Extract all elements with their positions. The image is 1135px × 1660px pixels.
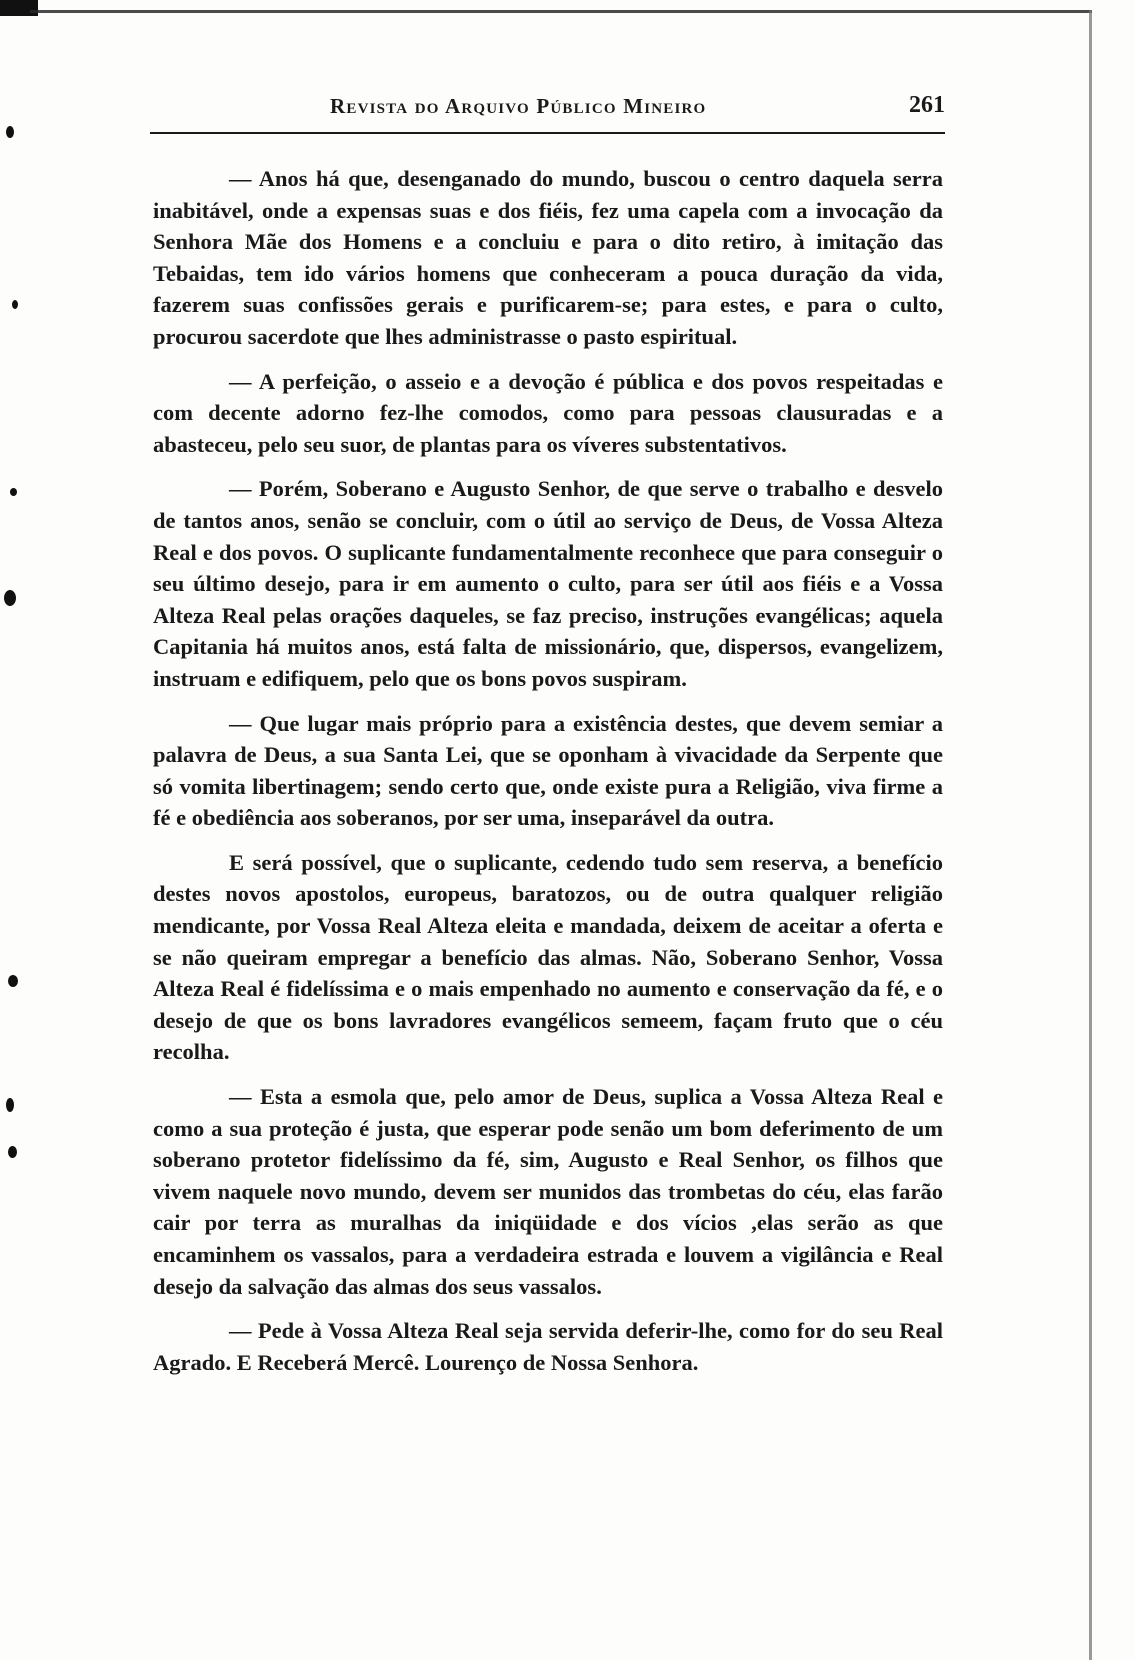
page-number: 261 — [909, 92, 945, 118]
running-title: Revista do Arquivo Público Mineiro — [330, 94, 707, 118]
paragraph: — A perfeição, o asseio e a devoção é pública e dos povos respeitadas e com decente adorno fez-lhe comodos, como para pessoas clausuradas e a abasteceu, pelo seu suor, de plantas para os víveres substentativos. — [153, 368, 943, 457]
paragraph: — Esta a esmola que, pelo amor de Deus, suplica a Vossa Alteza Real e como a sua proteção é justa, que esperar pode senão um bom deferimento de um soberano protetor fidelíssimo da fé, sim, Augusto e Real Senhor, os filhos que vivem naquele novo mundo, devem ser munidos das trombetas do céu, elas farão cair por terra as muralhas da iniqüidade e dos vícios ,elas serão as que encaminhem os vassalos, para a verdadeira estrada e louvem a vigilância e Real desejo da salvação das almas dos seus vassalos. — [153, 1084, 943, 1299]
scan-speck — [8, 1146, 17, 1158]
scan-right-edge — [1089, 10, 1092, 1660]
paragraph: — Anos há que, desenganado do mundo, buscou o centro daquela serra inabitável, onde a expensas suas e dos fiéis, fez uma capela com a invocação da Senhora Mãe dos Homens e a concluiu e para o dito retiro, à imitação das Tebaidas, tem ido vários homens que conheceram a pouca duração da vida, fazerem suas confissões gerais e purificarem-se; para estes, e para o culto, procurou sacerdote que lhes administrasse o pasto espiritual. — [153, 166, 943, 349]
paragraph: — Que lugar mais próprio para a existência destes, que devem semiar a palavra de Deus, a sua Santa Lei, que se oponham à vivacidade da Serpente que só vomita libertinagem; sendo certo que, onde existe pura a Religião, viva firme a fé e obediência aos soberanos, por ser uma, inseparável da outra. — [153, 710, 943, 831]
scan-speck — [8, 975, 18, 987]
scan-speck — [6, 126, 14, 138]
scan-top-edge — [30, 10, 1092, 13]
paragraph: — Pede à Vossa Alteza Real seja servida deferir-lhe, como for do seu Real Agrado. E Receberá Mercê. Lourenço de Nossa Senhora. — [153, 1318, 943, 1375]
scan-speck — [4, 590, 16, 606]
page-header — [150, 94, 945, 128]
scan-corner-mark — [0, 0, 38, 16]
scan-speck — [10, 488, 17, 496]
scan-speck — [12, 300, 18, 309]
body-text — [153, 163, 943, 1391]
paragraph: E será possível, que o suplicante, cedendo tudo sem reserva, a benefício destes novos apostolos, europeus, baratozos, ou de outra qualquer religião mendicante, por Vossa Real Alteza eleita e mandada, deixem de aceitar a oferta e se não queiram empregar a benefício das almas. Não, Soberano Senhor, Vossa Alteza Real é fidelíssima e o mais empenhado no aumento e conservação da fé, e o desejo de que os bons lavradores evangélicos semeem, façam fruto que o céu recolha. — [153, 849, 943, 1065]
scan-speck — [6, 1098, 14, 1112]
paragraph: — Porém, Soberano e Augusto Senhor, de que serve o trabalho e desvelo de tantos anos, senão se concluir, com o útil ao serviço de Deus, de Vossa Alteza Real e dos povos. O suplicante fundamentalmente reconhece que para conseguir o seu último desejo, para ir em aumento o culto, para ser útil aos fiéis e a Vossa Alteza Real pelas orações daqueles, se faz preciso, instruções evangélicas; aquela Capitania há muitos anos, está falta de missionário, que, dispersos, evangelizem, instruam e edifiquem, pelo que os bons povos suspiram. — [153, 476, 943, 691]
header-rule — [150, 132, 945, 134]
